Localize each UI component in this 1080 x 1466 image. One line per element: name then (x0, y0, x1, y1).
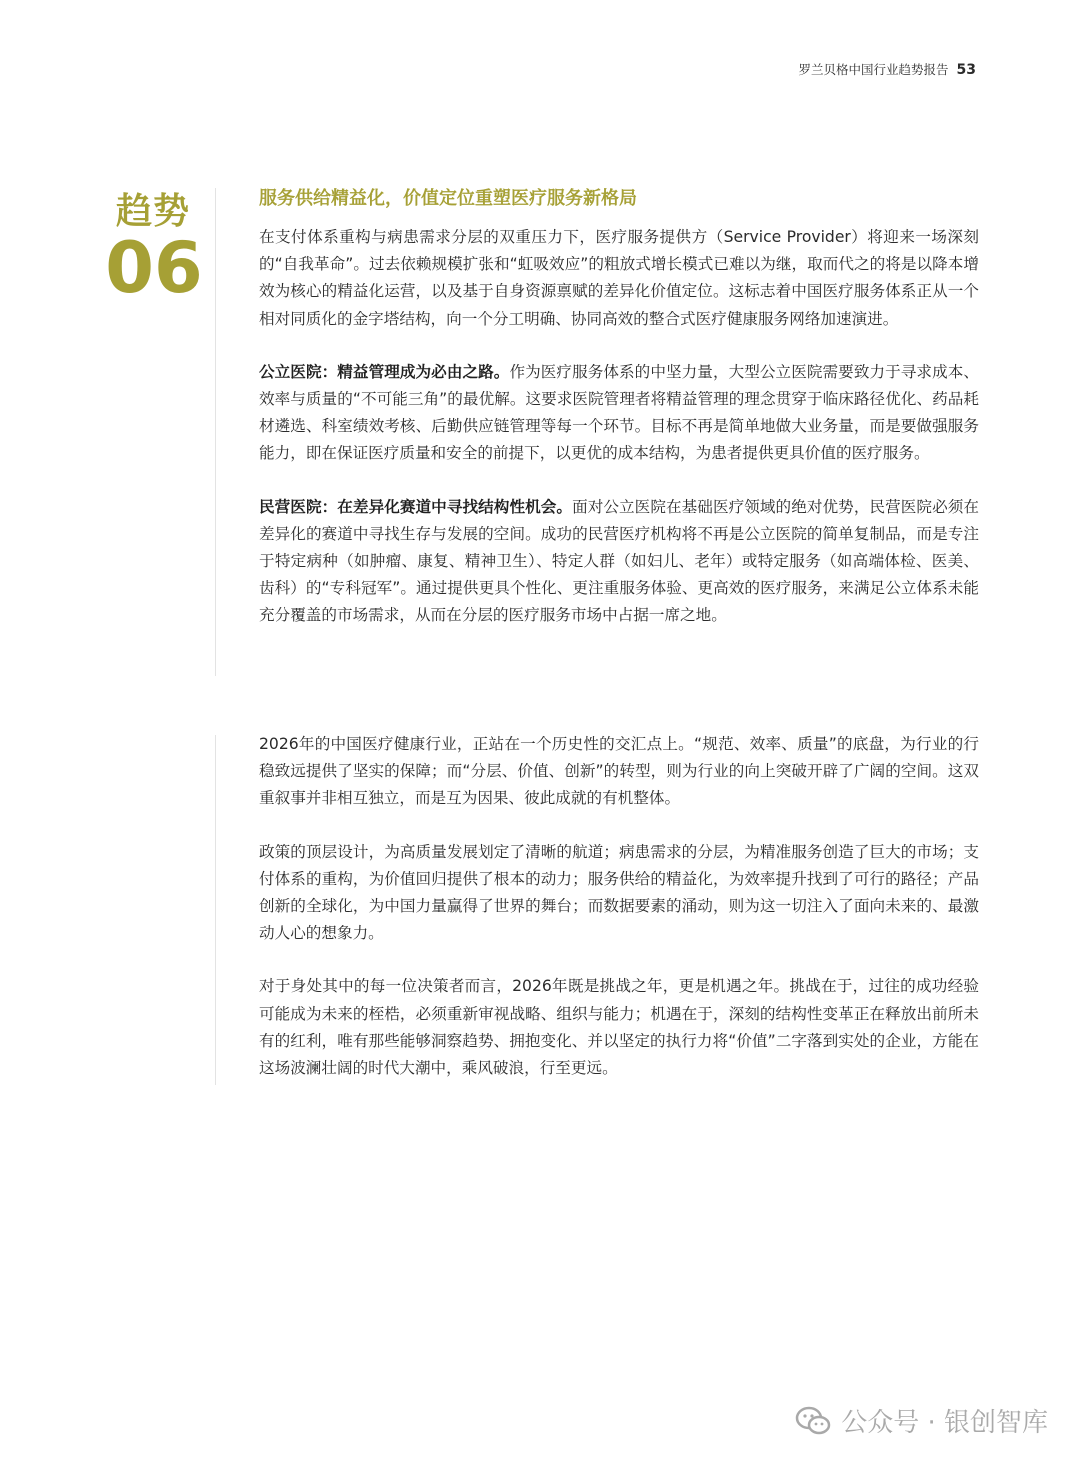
trend-number: 06 (105, 227, 203, 309)
wechat-icon (795, 1406, 831, 1436)
public-hospital-body: 作为医疗服务体系的中坚力量，大型公立医院需要致力于寻求成本、效率与质量的“不可能三角”的最优解。这要求医院管理者将精益管理的理念贯穿于临床路径优化、药品耗材遴选、科室绩效考核、后勤供应链管理等每一个环节。目标不再是简单地做大业务量，而是要做强服务能力，即在保证医疗质量和安全的前提下，以更优的成本结构，为患者提供更具价值的医疗服务。 (259, 362, 979, 463)
trend-label: 趋势 (115, 191, 190, 232)
watermark (795, 1402, 1048, 1439)
conclusion-paragraph-1: 2026年的中国医疗健康行业，正站在一个历史性的交汇点上。“规范、效率、质量”的底盘，为行业的行稳致远提供了坚实的保障；而“分层、价值、创新”的转型，则为行业的向上突破开辟了广阔的空间。这双重叙事并非相互独立，而是互为因果、彼此成就的有机整体。 (259, 735, 979, 808)
report-title: 罗兰贝格中国行业趋势报告 (798, 62, 949, 77)
public-hospital-lead: 公立医院：精益管理成为必由之路。 (259, 362, 510, 381)
private-hospital-paragraph (259, 494, 979, 630)
conclusion-divider-line (215, 735, 216, 1085)
watermark-text: 公众号 · 银创智库 (841, 1408, 1048, 1438)
conclusion-paragraph-2: 政策的顶层设计，为高质量发展划定了清晰的航道；病患需求的分层，为精准服务创造了巨大的市场；支付体系的重构，为价值回归提供了根本的动力；服务供给的精益化，为效率提升找到了可行的路径；产品创新的全球化，为中国力量赢得了世界的舞台；而数据要素的涌动，则为这一切注入了面向未来的、最激动人心的想象力。 (259, 842, 979, 943)
section-divider-line (215, 188, 216, 676)
private-hospital-body: 面对公立医院在基础医疗领域的绝对优势，民营医院必须在差异化的赛道中寻找生存与发展的空间。成功的民营医疗机构将不再是公立医院的简单复制品，而是专注于特定病种（如肿瘤、康复、精神卫生）、特定人群（如妇儿、老年）或特定服务（如高端体检、医美、齿科）的“专科冠军”。通过提供更具个性化、更注重服务体验、更高效的医疗服务，来满足公立体系未能充分覆盖的市场需求，从而在分层的医疗服务市场中占据一席之地。 (259, 497, 979, 625)
page-number: 53 (956, 62, 976, 78)
trend-section (259, 186, 979, 656)
conclusion-section (259, 731, 979, 1108)
intro-paragraph: 在支付体系重构与病患需求分层的双重压力下，医疗服务提供方（Service Provider）将迎来一场深刻的“自我革命”。过去依赖规模扩张和“虹吸效应”的粗放式增长模式已难以为继，取而代之的将是以降本增效为核心的精益化运营，以及基于自身资源禀赋的差异化价值定位。这标志着中国医疗服务体系正从一个相对同质化的金字塔结构，向一个分工明确、协同高效的整合式医疗健康服务网络加速演进。 (259, 228, 979, 328)
conclusion-paragraph-3: 对于身处其中的每一位决策者而言，2026年既是挑战之年，更是机遇之年。挑战在于，过往的成功经验可能成为未来的桎梏，必须重新审视战略、组织与能力；机遇在于，深刻的结构性变革正在释放出前所未有的红利，唯有那些能够洞察趋势、拥抱变化、并以坚定的执行力将“价值”二字落到实处的企业，方能在这场波澜壮阔的时代大潮中，乘风破浪，行至更远。 (259, 977, 979, 1078)
public-hospital-paragraph (259, 359, 979, 468)
page-header (799, 60, 976, 78)
section-title: 服务供给精益化，价值定位重塑医疗服务新格局 (259, 188, 637, 209)
private-hospital-lead: 民营医院：在差异化赛道中寻找结构性机会。 (259, 497, 573, 516)
